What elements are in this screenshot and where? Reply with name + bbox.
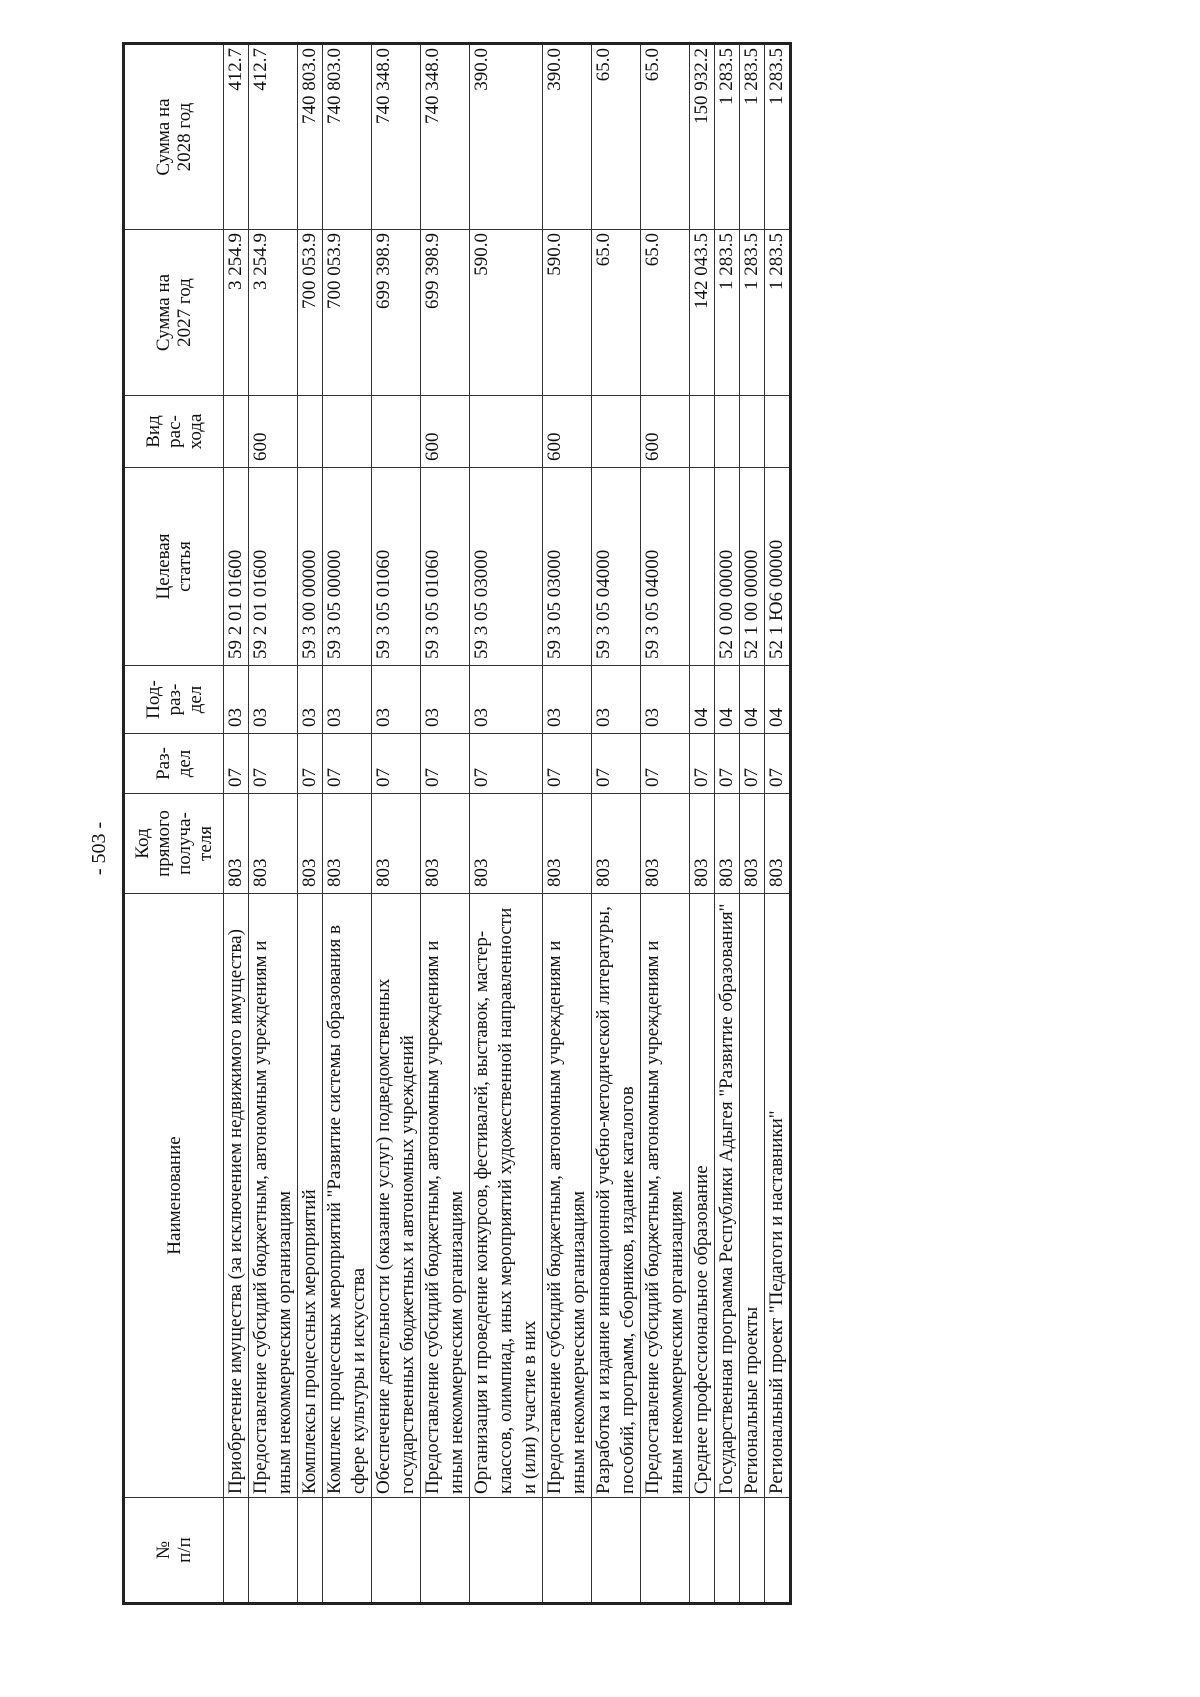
cell-code: 803 [740,794,765,894]
cell-article: 59 3 05 03000 [470,468,543,666]
cell-sum2028: 740 348.0 [421,44,470,230]
cell-code: 803 [372,794,421,894]
cell-podrazdel: 04 [715,666,740,734]
cell-code: 803 [715,794,740,894]
cell-razdel: 07 [249,734,298,794]
cell-num [372,1498,421,1604]
cell-razdel: 07 [543,734,592,794]
budget-table [122,42,792,1605]
cell-article: 59 3 05 04000 [592,468,641,666]
cell-sum2027: 699 398.9 [372,230,421,396]
cell-sum2028: 1 283.5 [715,44,740,230]
cell-vid [765,396,791,468]
cell-code: 803 [641,794,690,894]
cell-podrazdel: 03 [470,666,543,734]
table-row [298,44,323,1604]
cell-code: 803 [298,794,323,894]
cell-sum2027: 3 254.9 [249,230,298,396]
col-header-podrazdel: Под- раз- дел [124,666,224,734]
table-row [592,44,641,1604]
cell-vid: 600 [543,396,592,468]
cell-code: 803 [690,794,715,894]
page-number: - 503 - [88,821,110,876]
col-header-article: Целевая статья [124,468,224,666]
cell-podrazdel: 04 [765,666,791,734]
cell-sum2027: 3 254.9 [224,230,249,396]
table-header-row [124,44,224,1604]
table-row [740,44,765,1604]
cell-article: 52 1 00 00000 [740,468,765,666]
cell-sum2027: 65.0 [641,230,690,396]
cell-code: 803 [765,794,791,894]
cell-code: 803 [323,794,372,894]
cell-podrazdel: 03 [641,666,690,734]
cell-razdel: 07 [323,734,372,794]
col-header-razdel: Раз- дел [124,734,224,794]
cell-code: 803 [543,794,592,894]
cell-num [421,1498,470,1604]
cell-sum2028: 740 803.0 [298,44,323,230]
cell-razdel: 07 [224,734,249,794]
cell-num [470,1498,543,1604]
cell-razdel: 07 [740,734,765,794]
cell-article: 59 3 05 01060 [421,468,470,666]
cell-code: 803 [421,794,470,894]
table-row [543,44,592,1604]
cell-num [740,1498,765,1604]
cell-name: Обеспечение деятельности (оказание услуг) подведомственных государственных бюджетных и автономных учреждений [372,894,421,1498]
cell-razdel: 07 [690,734,715,794]
cell-name: Предоставление субсидий бюджетным, автономным учреждениям и иным некоммерческим организациям [641,894,690,1498]
cell-name: Предоставление субсидий бюджетным, автономным учреждениям и иным некоммерческим организациям [543,894,592,1498]
table-row [715,44,740,1604]
col-header-num: № п/п [124,1498,224,1604]
table-row [224,44,249,1604]
cell-razdel: 07 [421,734,470,794]
cell-num [641,1498,690,1604]
cell-article: 59 2 01 01600 [249,468,298,666]
table-row [421,44,470,1604]
cell-podrazdel: 03 [224,666,249,734]
cell-article: 59 3 05 04000 [641,468,690,666]
cell-sum2027: 590.0 [470,230,543,396]
cell-vid [323,396,372,468]
cell-razdel: 07 [592,734,641,794]
cell-razdel: 07 [641,734,690,794]
cell-vid [224,396,249,468]
table-row [641,44,690,1604]
cell-sum2028: 1 283.5 [765,44,791,230]
col-header-code: Код прямого получа- теля [124,794,224,894]
table-row [690,44,715,1604]
cell-vid [715,396,740,468]
cell-num [715,1498,740,1604]
cell-razdel: 07 [470,734,543,794]
cell-razdel: 07 [765,734,791,794]
cell-sum2027: 1 283.5 [740,230,765,396]
cell-name: Региональные проекты [740,894,765,1498]
cell-article: 59 2 01 01600 [224,468,249,666]
cell-sum2027: 142 043.5 [690,230,715,396]
cell-vid [592,396,641,468]
cell-name: Предоставление субсидий бюджетным, автономным учреждениям и иным некоммерческим организациям [249,894,298,1498]
cell-vid [470,396,543,468]
cell-name: Государственная программа Республики Адыгея "Развитие образования" [715,894,740,1498]
cell-name: Региональный проект "Педагоги и наставники" [765,894,791,1498]
cell-podrazdel: 03 [543,666,592,734]
cell-vid [298,396,323,468]
cell-sum2027: 590.0 [543,230,592,396]
cell-razdel: 07 [298,734,323,794]
cell-num [298,1498,323,1604]
cell-name: Среднее профессиональное образование [690,894,715,1498]
cell-article: 59 3 05 00000 [323,468,372,666]
cell-article: 52 1 Ю6 00000 [765,468,791,666]
cell-sum2028: 412.7 [249,44,298,230]
cell-sum2028: 390.0 [470,44,543,230]
table-row [372,44,421,1604]
table-row [470,44,543,1604]
cell-sum2027: 699 398.9 [421,230,470,396]
cell-podrazdel: 03 [323,666,372,734]
table-row [323,44,372,1604]
cell-vid: 600 [249,396,298,468]
cell-podrazdel: 03 [249,666,298,734]
cell-code: 803 [592,794,641,894]
cell-sum2028: 65.0 [592,44,641,230]
cell-article: 59 3 00 00000 [298,468,323,666]
cell-sum2028: 740 803.0 [323,44,372,230]
cell-vid [690,396,715,468]
cell-podrazdel: 03 [421,666,470,734]
cell-name: Приобретение имущества (за исключением недвижимого имущества) [224,894,249,1498]
cell-num [765,1498,791,1604]
cell-vid: 600 [421,396,470,468]
cell-name: Разработка и издание инновационной учебно-методической литературы, пособий, программ, сборников, издание каталогов [592,894,641,1498]
col-header-sum2028: Сумма на 2028 год [124,44,224,230]
cell-name: Комплексы процессных мероприятий [298,894,323,1498]
cell-sum2028: 412.7 [224,44,249,230]
cell-sum2028: 390.0 [543,44,592,230]
cell-num [690,1498,715,1604]
cell-podrazdel: 03 [372,666,421,734]
cell-sum2027: 1 283.5 [715,230,740,396]
cell-code: 803 [470,794,543,894]
cell-num [323,1498,372,1604]
table-body [224,44,791,1604]
cell-num [224,1498,249,1604]
cell-num [543,1498,592,1604]
cell-sum2027: 65.0 [592,230,641,396]
cell-razdel: 07 [715,734,740,794]
cell-sum2027: 1 283.5 [765,230,791,396]
cell-sum2028: 150 932.2 [690,44,715,230]
cell-sum2027: 700 053.9 [298,230,323,396]
cell-sum2027: 700 053.9 [323,230,372,396]
cell-podrazdel: 03 [298,666,323,734]
table-row [249,44,298,1604]
cell-vid [372,396,421,468]
cell-vid: 600 [641,396,690,468]
col-header-sum2027: Сумма на 2027 год [124,230,224,396]
cell-sum2028: 740 348.0 [372,44,421,230]
cell-razdel: 07 [372,734,421,794]
cell-sum2028: 65.0 [641,44,690,230]
cell-podrazdel: 04 [740,666,765,734]
cell-code: 803 [224,794,249,894]
table-row [765,44,791,1604]
cell-name: Организация и проведение конкурсов, фестивалей, выставок, мастер-классов, олимпиад, иных мероприятий художественной направленности и (или) участие в них [470,894,543,1498]
cell-article [690,468,715,666]
cell-podrazdel: 04 [690,666,715,734]
cell-article: 52 0 00 00000 [715,468,740,666]
cell-num [592,1498,641,1604]
cell-vid [740,396,765,468]
cell-article: 59 3 05 01060 [372,468,421,666]
col-header-vid: Вид рас- хода [124,396,224,468]
cell-name: Комплекс процессных мероприятий "Развитие системы образования в сфере культуры и искусства [323,894,372,1498]
cell-sum2028: 1 283.5 [740,44,765,230]
cell-article: 59 3 05 03000 [543,468,592,666]
cell-podrazdel: 03 [592,666,641,734]
cell-code: 803 [249,794,298,894]
cell-name: Предоставление субсидий бюджетным, автономным учреждениям и иным некоммерческим организациям [421,894,470,1498]
col-header-name: Наименование [124,894,224,1498]
cell-num [249,1498,298,1604]
